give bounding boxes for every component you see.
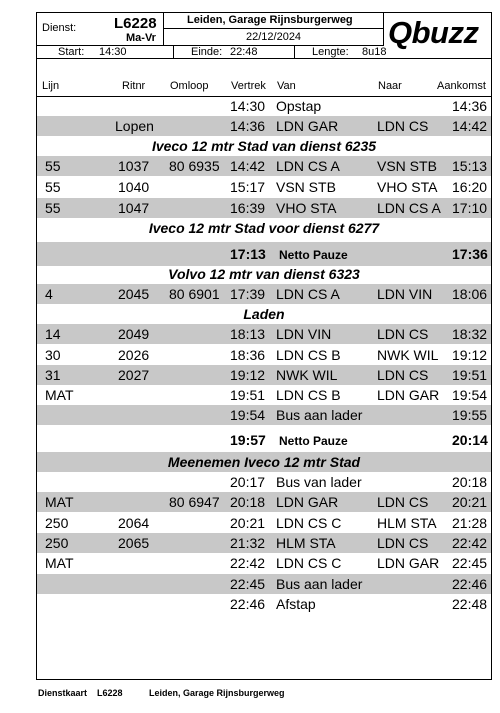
aankomst-cell: 17:10 bbox=[452, 200, 488, 216]
section-title bbox=[37, 452, 491, 472]
van-cell: Opstap bbox=[276, 98, 322, 114]
schedule-row bbox=[37, 533, 491, 553]
ritnr-cell: 2026 bbox=[118, 347, 150, 363]
van-cell: LDN GAR bbox=[276, 494, 339, 510]
naar-cell: VSN STB bbox=[377, 158, 437, 174]
qbuzz-logo: Qbuzz bbox=[388, 15, 479, 50]
vertrek-cell: 14:30 bbox=[230, 98, 266, 114]
omloop-cell: 80 6947 bbox=[169, 494, 220, 510]
naar-cell: HLM STA bbox=[377, 515, 437, 531]
aankomst-cell: 18:06 bbox=[452, 286, 488, 302]
aankomst-cell: 15:13 bbox=[452, 158, 488, 174]
dienst-label: Dienst: bbox=[42, 22, 77, 34]
footer-code: L6228 bbox=[97, 688, 123, 698]
date-text: 22/12/2024 bbox=[246, 31, 302, 43]
aankomst-cell: 22:45 bbox=[452, 555, 488, 571]
ritnr-cell: Lopen bbox=[115, 118, 154, 134]
schedule-row bbox=[37, 324, 491, 344]
schedule-row bbox=[37, 177, 491, 197]
van-cell: LDN CS C bbox=[276, 515, 342, 531]
lijn-cell: 30 bbox=[45, 347, 61, 363]
van-cell: HLM STA bbox=[276, 535, 336, 551]
naar-cell: LDN CS bbox=[377, 535, 429, 551]
vertrek-cell: 19:12 bbox=[230, 367, 266, 383]
vertrek-cell: 20:21 bbox=[230, 515, 266, 531]
aankomst-cell: 19:55 bbox=[452, 407, 488, 423]
schedule-row bbox=[37, 405, 491, 425]
lijn-cell: 250 bbox=[45, 515, 69, 531]
dienst-code: L6228 bbox=[114, 15, 157, 32]
aankomst-cell: 19:54 bbox=[452, 387, 488, 403]
col-aankomst: Aankomst bbox=[437, 80, 486, 92]
aankomst-cell: 17:36 bbox=[452, 246, 488, 262]
van-cell: LDN CS C bbox=[276, 555, 342, 571]
section-title-text: Meenemen Iveco 12 mtr Stad bbox=[167, 454, 361, 470]
ritnr-cell: 2027 bbox=[118, 367, 150, 383]
vertrek-cell: 22:45 bbox=[230, 576, 266, 592]
naar-cell: LDN GAR bbox=[377, 387, 440, 403]
header-block bbox=[36, 12, 492, 59]
schedule-row bbox=[37, 365, 491, 385]
van-cell: Bus aan lader bbox=[276, 576, 363, 592]
ritnr-cell: 2064 bbox=[118, 515, 150, 531]
einde-label: Einde: bbox=[191, 46, 223, 58]
ritnr-cell: 1040 bbox=[118, 179, 150, 195]
aankomst-cell: 22:48 bbox=[452, 596, 488, 612]
schedule-row bbox=[37, 472, 491, 492]
aankomst-cell: 14:42 bbox=[452, 118, 488, 134]
section-title bbox=[37, 264, 491, 284]
lijn-cell: 55 bbox=[45, 200, 61, 216]
vertrek-cell: 17:13 bbox=[230, 246, 266, 262]
ritnr-cell: 2045 bbox=[118, 286, 150, 302]
schedule-row bbox=[37, 156, 491, 176]
schedule-row bbox=[37, 574, 491, 594]
aankomst-cell: 19:12 bbox=[452, 347, 488, 363]
schedule-row bbox=[37, 96, 491, 116]
section-title bbox=[37, 218, 491, 238]
vertrek-cell: 20:18 bbox=[230, 494, 266, 510]
footer-location: Leiden, Garage Rijnsburgerweg bbox=[149, 688, 285, 698]
schedule-row bbox=[37, 594, 491, 614]
vertrek-cell: 19:51 bbox=[230, 387, 266, 403]
info-divider-1 bbox=[173, 46, 174, 59]
col-van: Van bbox=[277, 80, 296, 92]
vertrek-cell: 18:36 bbox=[230, 347, 266, 363]
van-cell: Bus van lader bbox=[276, 474, 362, 490]
lijn-cell: 55 bbox=[45, 158, 61, 174]
vertrek-cell: 15:17 bbox=[230, 179, 266, 195]
vertrek-cell: 19:54 bbox=[230, 407, 266, 423]
pause-row bbox=[37, 429, 491, 453]
location-text: Leiden, Garage Rijnsburgerweg bbox=[187, 14, 353, 26]
info-divider-2 bbox=[294, 46, 295, 59]
vertrek-cell: 22:42 bbox=[230, 555, 266, 571]
ritnr-cell: 1037 bbox=[118, 158, 150, 174]
col-lijn: Lijn bbox=[42, 80, 60, 92]
footer-label: Dienstkaart bbox=[38, 688, 88, 698]
vertrek-cell: 19:57 bbox=[230, 432, 266, 448]
omloop-cell: 80 6901 bbox=[169, 286, 220, 302]
schedule-row bbox=[37, 492, 491, 512]
lengte-label: Lengte: bbox=[312, 46, 349, 58]
lijn-cell: MAT bbox=[45, 387, 74, 403]
van-cell: VSN STB bbox=[276, 179, 336, 195]
lijn-cell: 4 bbox=[45, 286, 53, 302]
van-cell: LDN CS A bbox=[276, 286, 340, 302]
pause-label: Netto Pauze bbox=[279, 248, 348, 262]
aankomst-cell: 18:32 bbox=[452, 326, 488, 342]
lijn-cell: 55 bbox=[45, 179, 61, 195]
van-cell: NWK WIL bbox=[276, 367, 338, 383]
lijn-cell: 31 bbox=[45, 367, 61, 383]
section-title-text: Laden bbox=[243, 306, 285, 322]
van-cell: LDN VIN bbox=[276, 326, 332, 342]
section-title-text: Iveco 12 mtr Stad voor dienst 6277 bbox=[148, 220, 380, 236]
aankomst-cell: 22:46 bbox=[452, 576, 488, 592]
aankomst-cell: 21:28 bbox=[452, 515, 488, 531]
aankomst-cell: 14:36 bbox=[452, 98, 488, 114]
col-vertrek: Vertrek bbox=[231, 80, 266, 92]
naar-cell: LDN CS bbox=[377, 494, 429, 510]
aankomst-cell: 16:20 bbox=[452, 179, 488, 195]
van-cell: Afstap bbox=[276, 596, 316, 612]
schedule-row bbox=[37, 116, 491, 136]
schedule-row bbox=[37, 513, 491, 533]
lengte-value: 8u18 bbox=[362, 46, 387, 58]
vertrek-cell: 22:46 bbox=[230, 596, 266, 612]
schedule-row bbox=[37, 553, 491, 573]
omloop-cell: 80 6935 bbox=[169, 158, 220, 174]
aankomst-cell: 20:18 bbox=[452, 474, 488, 490]
ritnr-cell: 2065 bbox=[118, 535, 150, 551]
vertrek-cell: 17:39 bbox=[230, 286, 266, 302]
van-cell: VHO STA bbox=[276, 200, 337, 216]
col-omloop: Omloop bbox=[170, 80, 209, 92]
col-ritnr: Ritnr bbox=[122, 80, 146, 92]
schedule-row bbox=[37, 284, 491, 304]
naar-cell: LDN GAR bbox=[377, 555, 440, 571]
aankomst-cell: 20:21 bbox=[452, 494, 488, 510]
start-time: 14:30 bbox=[99, 46, 127, 58]
vertrek-cell: 16:39 bbox=[230, 200, 266, 216]
section-title-text: Volvo 12 mtr van dienst 6323 bbox=[168, 266, 360, 282]
aankomst-cell: 22:42 bbox=[452, 535, 488, 551]
naar-cell: LDN CS bbox=[377, 326, 429, 342]
lijn-cell: 14 bbox=[45, 326, 61, 342]
vertrek-cell: 14:42 bbox=[230, 158, 266, 174]
van-cell: LDN CS B bbox=[276, 347, 341, 363]
naar-cell: LDN VIN bbox=[377, 286, 433, 302]
dienst-days: Ma-Vr bbox=[126, 32, 156, 44]
einde-time: 22:48 bbox=[230, 46, 258, 58]
vertrek-cell: 21:32 bbox=[230, 535, 266, 551]
van-cell: LDN CS B bbox=[276, 387, 341, 403]
ritnr-cell: 1047 bbox=[118, 200, 150, 216]
start-label: Start: bbox=[58, 46, 85, 58]
lijn-cell: 250 bbox=[45, 535, 69, 551]
naar-cell: VHO STA bbox=[377, 179, 438, 195]
pause-row bbox=[37, 242, 491, 266]
col-naar: Naar bbox=[378, 80, 402, 92]
naar-cell: LDN CS bbox=[377, 118, 429, 134]
lijn-cell: MAT bbox=[45, 555, 74, 571]
van-cell: LDN CS A bbox=[276, 158, 340, 174]
naar-cell: NWK WIL bbox=[377, 347, 439, 363]
vertrek-cell: 18:13 bbox=[230, 326, 266, 342]
vertrek-cell: 14:36 bbox=[230, 118, 266, 134]
schedule-row bbox=[37, 385, 491, 405]
naar-cell: LDN CS A bbox=[377, 200, 441, 216]
section-title bbox=[37, 136, 491, 156]
section-title-text: Iveco 12 mtr Stad van dienst 6235 bbox=[151, 138, 377, 154]
van-cell: LDN GAR bbox=[276, 118, 339, 134]
vertrek-cell: 20:17 bbox=[230, 474, 266, 490]
van-cell: Bus aan lader bbox=[276, 407, 363, 423]
aankomst-cell: 19:51 bbox=[452, 367, 488, 383]
lijn-cell: MAT bbox=[45, 494, 74, 510]
naar-cell: LDN CS bbox=[377, 367, 429, 383]
pause-label: Netto Pauze bbox=[279, 434, 348, 448]
schedule-row bbox=[37, 198, 491, 218]
schedule-row bbox=[37, 345, 491, 365]
ritnr-cell: 2049 bbox=[118, 326, 150, 342]
section-title bbox=[37, 304, 491, 324]
aankomst-cell: 20:14 bbox=[452, 432, 488, 448]
